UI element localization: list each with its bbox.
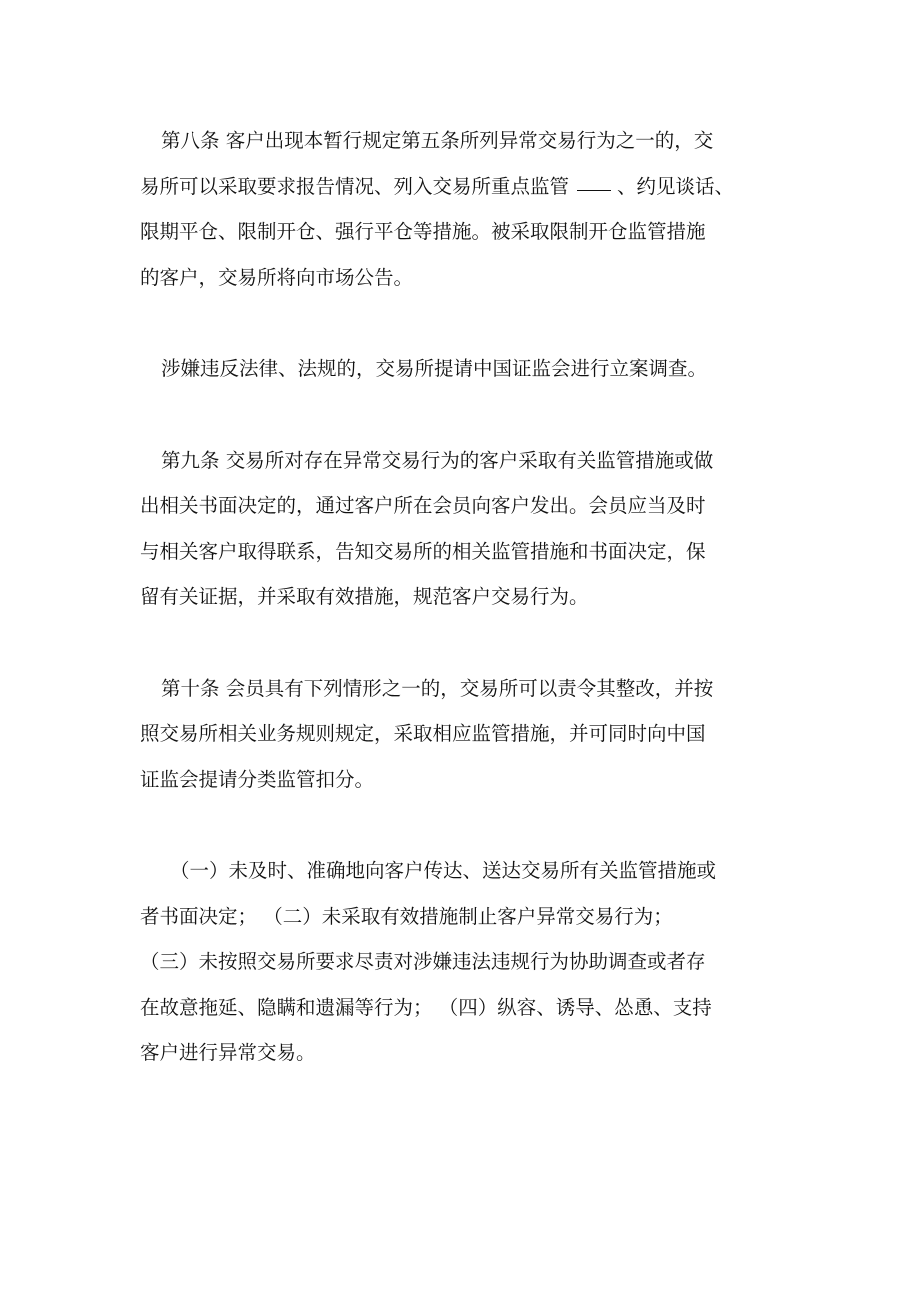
violation-line-1: 涉嫌违反法律、法规的，交易所提请中国证监会进行立案调查。	[161, 357, 708, 380]
items-line-1: （一）未及时、准确地向客户传达、送达交易所有关监管措施或	[170, 859, 717, 882]
article-8-line-2	[140, 164, 785, 210]
article-9-line-4: 留有关证据，并采取有效措施，规范客户交易行为。	[140, 585, 589, 608]
article-8-line-2-text-b: 、约见谈话、	[617, 174, 735, 198]
items-line-4: 在故意拖延、隐瞒和遗漏等行为； （四）纵容、诱导、怂恿、支持	[140, 995, 712, 1019]
items-paragraph	[140, 848, 785, 1076]
article-10-paragraph	[140, 666, 785, 803]
article-9-line-2: 出相关书面决定的，通过客户所在会员向客户发出。会员应当及时	[140, 494, 706, 517]
article-10-line-1: 第十条 会员具有下列情形之一的，交易所可以责令其整改，并按	[161, 676, 714, 700]
article-10-line-3: 证监会提请分类监管扣分。	[140, 767, 375, 791]
article-9-line-1: 第九条 交易所对存在异常交易行为的客户采取有关监管措施或做	[161, 448, 714, 472]
article-8-line-2-text-a: 易所可以采取要求报告情况、列入交易所重点监管	[140, 174, 570, 198]
article-8-line-1: 第八条 客户出现本暂行规定第五条所列异常交易行为之一的，交	[161, 129, 714, 152]
article-8-paragraph	[140, 118, 785, 300]
document-page	[140, 118, 785, 1076]
article-8-line-3: 限期平仓、限制开仓、强行平仓等措施。被采取限制开仓监管措施	[140, 220, 706, 243]
items-line-3: （三）未按照交易所要求尽责对涉嫌违法违规行为协助调查或者存	[140, 950, 706, 973]
violation-paragraph	[140, 346, 785, 392]
article-10-line-2: 照交易所相关业务规则规定，采取相应监管措施，并可同时向中国	[140, 722, 706, 745]
items-line-5: 客户进行异常交易。	[140, 1041, 316, 1064]
article-9-line-3: 与相关客户取得联系，告知交易所的相关监管措施和书面决定，保	[140, 539, 706, 563]
article-8-line-4: 的客户，交易所将向市场公告。	[140, 265, 414, 289]
fill-in-blank	[577, 172, 611, 191]
article-9-paragraph	[140, 438, 785, 620]
items-line-2: 者书面决定； （二）未采取有效措施制止客户异常交易行为；	[140, 904, 673, 928]
